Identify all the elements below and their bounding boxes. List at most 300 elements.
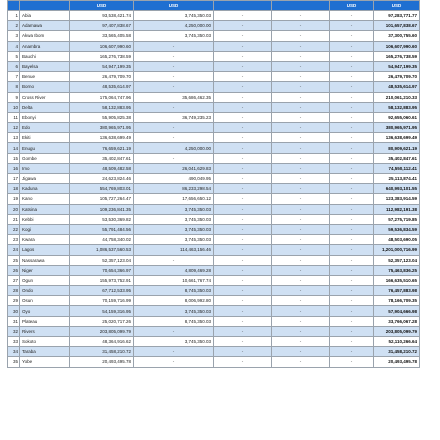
table-cell: - bbox=[330, 11, 374, 21]
table-cell: 33,766,067.28 bbox=[374, 316, 420, 326]
table-cell: - bbox=[214, 51, 272, 61]
table-cell: 380,965,971.95 bbox=[70, 123, 134, 133]
table-cell: 8 bbox=[8, 82, 20, 92]
table-cell: - bbox=[330, 224, 374, 234]
table-cell: 35 bbox=[8, 357, 20, 367]
table-cell: 18 bbox=[8, 184, 20, 194]
table-cell: Ekiti bbox=[20, 133, 70, 143]
table-cell: - bbox=[330, 204, 374, 214]
table-cell: 101,657,838.67 bbox=[374, 21, 420, 31]
table-cell: 35,402,847.61 bbox=[374, 153, 420, 163]
table-cell: 106,607,990.60 bbox=[70, 41, 134, 51]
table-cell: 165,276,738.59 bbox=[70, 51, 134, 61]
table-cell: Borno bbox=[20, 82, 70, 92]
table-cell: 17,656,650.12 bbox=[134, 194, 214, 204]
table-cell: 33,565,405.58 bbox=[70, 31, 134, 41]
table-cell: - bbox=[330, 123, 374, 133]
table-cell: 52,357,123.04 bbox=[374, 255, 420, 265]
table-cell: 1 bbox=[8, 11, 20, 21]
table-cell: Enugu bbox=[20, 143, 70, 153]
table-cell: 20,493,495.78 bbox=[70, 357, 134, 367]
table-cell: Rivers bbox=[20, 326, 70, 336]
table-row bbox=[8, 296, 420, 306]
table-cell: - bbox=[272, 296, 330, 306]
table-cell: 106,607,990.60 bbox=[374, 41, 420, 51]
table-cell: - bbox=[330, 286, 374, 296]
table-cell: - bbox=[330, 102, 374, 112]
table-cell: 30 bbox=[8, 306, 20, 316]
table-cell: - bbox=[272, 41, 330, 51]
table-cell: 14 bbox=[8, 143, 20, 153]
table-cell: - bbox=[272, 102, 330, 112]
table-row bbox=[8, 92, 420, 102]
table-cell: Niger bbox=[20, 265, 70, 275]
table-cell: Akwa Ibom bbox=[20, 31, 70, 41]
table-cell: 4,250,000.00 bbox=[134, 143, 214, 153]
table-cell: Plateau bbox=[20, 316, 70, 326]
table-cell: - bbox=[272, 286, 330, 296]
table-row bbox=[8, 224, 420, 234]
table-cell: Yobe bbox=[20, 357, 70, 367]
header-cell: USD bbox=[70, 1, 134, 11]
table-cell: 97,407,838.67 bbox=[70, 21, 134, 31]
table-row bbox=[8, 61, 420, 71]
table-cell: Bauchi bbox=[20, 51, 70, 61]
table-cell: - bbox=[272, 143, 330, 153]
table-row bbox=[8, 51, 420, 61]
table-cell: - bbox=[330, 51, 374, 61]
table-cell: 17 bbox=[8, 174, 20, 184]
table-cell: 48,535,614.97 bbox=[374, 82, 420, 92]
table-cell: - bbox=[330, 133, 374, 143]
table-row bbox=[8, 123, 420, 133]
table-cell: 2 bbox=[8, 21, 20, 31]
table-cell: - bbox=[134, 82, 214, 92]
table-cell: 57,275,719.85 bbox=[374, 214, 420, 224]
header-cell bbox=[272, 1, 330, 11]
table-cell: - bbox=[330, 184, 374, 194]
table-cell: 8,745,350.03 bbox=[134, 316, 214, 326]
table-cell: 25 bbox=[8, 255, 20, 265]
table-cell: - bbox=[330, 174, 374, 184]
table-cell: 29 bbox=[8, 296, 20, 306]
table-cell: Ondo bbox=[20, 286, 70, 296]
table-row bbox=[8, 204, 420, 214]
table-cell: 10 bbox=[8, 102, 20, 112]
table-cell: 55,905,825.38 bbox=[70, 112, 134, 122]
table-row bbox=[8, 41, 420, 51]
table-cell: - bbox=[272, 306, 330, 316]
table-cell: 13 bbox=[8, 133, 20, 143]
table-cell: 52,110,266.64 bbox=[374, 337, 420, 347]
table-cell: - bbox=[272, 174, 330, 184]
table-cell: - bbox=[330, 21, 374, 31]
table-cell: - bbox=[214, 31, 272, 41]
table-cell: - bbox=[272, 31, 330, 41]
table-row bbox=[8, 31, 420, 41]
table-cell: - bbox=[272, 11, 330, 21]
table-row bbox=[8, 214, 420, 224]
table-cell: - bbox=[330, 153, 374, 163]
table-cell: 4,250,000.00 bbox=[134, 21, 214, 31]
table-row bbox=[8, 337, 420, 347]
state-allocation-table bbox=[7, 0, 420, 368]
table-cell: Ebonyi bbox=[20, 112, 70, 122]
table-cell: - bbox=[272, 61, 330, 71]
table-cell: 74,550,112.41 bbox=[374, 163, 420, 173]
table-cell: - bbox=[272, 235, 330, 245]
table-cell: 3,745,350.03 bbox=[134, 306, 214, 316]
table-cell: 54,159,316.95 bbox=[70, 306, 134, 316]
table-row bbox=[8, 275, 420, 285]
table-cell: - bbox=[330, 265, 374, 275]
table-row bbox=[8, 326, 420, 336]
table-cell: 4,809,469.28 bbox=[134, 265, 214, 275]
table-cell: - bbox=[134, 357, 214, 367]
table-cell: 48,503,690.05 bbox=[374, 235, 420, 245]
table-cell: 93,538,421.74 bbox=[70, 11, 134, 21]
table-cell: 210,061,210.33 bbox=[374, 92, 420, 102]
table-cell: 26,041,629.83 bbox=[134, 163, 214, 173]
table-cell: - bbox=[134, 51, 214, 61]
table-cell: Oyo bbox=[20, 306, 70, 316]
table-cell: - bbox=[330, 316, 374, 326]
table-cell: - bbox=[272, 214, 330, 224]
table-cell: Kaduna bbox=[20, 184, 70, 194]
table-cell: 86,233,298.54 bbox=[134, 184, 214, 194]
table-cell: - bbox=[214, 184, 272, 194]
table-cell: - bbox=[134, 153, 214, 163]
table-cell: - bbox=[214, 224, 272, 234]
table-cell: - bbox=[134, 72, 214, 82]
table-cell: 25,113,874.41 bbox=[374, 174, 420, 184]
table-cell: 8,006,992.80 bbox=[134, 296, 214, 306]
table-cell: 23 bbox=[8, 235, 20, 245]
table-cell: - bbox=[214, 163, 272, 173]
table-row bbox=[8, 245, 420, 255]
header-cell: USD bbox=[134, 1, 214, 11]
table-cell: - bbox=[330, 357, 374, 367]
table-cell: 490,049.95 bbox=[134, 174, 214, 184]
table-cell: - bbox=[272, 245, 330, 255]
table-cell: - bbox=[214, 316, 272, 326]
header-cell: USD bbox=[374, 1, 420, 11]
table-cell: 155,973,752.91 bbox=[70, 275, 134, 285]
table-cell: - bbox=[330, 41, 374, 51]
table-cell: - bbox=[214, 21, 272, 31]
table-row bbox=[8, 357, 420, 367]
table-cell: - bbox=[272, 82, 330, 92]
table-row bbox=[8, 163, 420, 173]
table-row bbox=[8, 347, 420, 357]
table-cell: - bbox=[330, 275, 374, 285]
table-cell: 20,493,495.78 bbox=[374, 357, 420, 367]
table-cell: 165,276,738.59 bbox=[374, 51, 420, 61]
table-cell: - bbox=[214, 286, 272, 296]
table-cell: Edo bbox=[20, 123, 70, 133]
table-cell: Lagos bbox=[20, 245, 70, 255]
table-cell: - bbox=[330, 245, 374, 255]
table-cell: 3 bbox=[8, 31, 20, 41]
table-cell: Anambra bbox=[20, 41, 70, 51]
table-cell: 58,132,883.95 bbox=[374, 102, 420, 112]
table-row bbox=[8, 316, 420, 326]
table-cell: Kogi bbox=[20, 224, 70, 234]
table-row bbox=[8, 153, 420, 163]
table-cell: 31,458,210.72 bbox=[70, 347, 134, 357]
table-cell: - bbox=[214, 112, 272, 122]
table-cell: - bbox=[134, 326, 214, 336]
table-cell: 31,458,210.72 bbox=[374, 347, 420, 357]
table-cell: - bbox=[134, 133, 214, 143]
table-cell: 57,904,666.98 bbox=[374, 306, 420, 316]
table-cell: - bbox=[134, 41, 214, 51]
table-cell: 1,201,000,716.99 bbox=[374, 245, 420, 255]
table-cell: 48,535,614.97 bbox=[70, 82, 134, 92]
table-cell: 48,364,916.62 bbox=[70, 337, 134, 347]
table-cell: 16 bbox=[8, 163, 20, 173]
table-cell: 35,402,847.61 bbox=[70, 153, 134, 163]
table-cell: Gombe bbox=[20, 153, 70, 163]
table-cell: - bbox=[214, 133, 272, 143]
table-cell: Sokoto bbox=[20, 337, 70, 347]
table-cell: 54,947,199.35 bbox=[70, 61, 134, 71]
table-cell: Delta bbox=[20, 102, 70, 112]
table-cell: 28 bbox=[8, 286, 20, 296]
table-cell: 19 bbox=[8, 194, 20, 204]
table-cell: 6 bbox=[8, 61, 20, 71]
table-cell: 3,745,350.03 bbox=[134, 31, 214, 41]
table-row bbox=[8, 184, 420, 194]
table-cell: - bbox=[214, 72, 272, 82]
table-cell: 380,965,971.95 bbox=[374, 123, 420, 133]
table-cell: - bbox=[214, 123, 272, 133]
table-cell: 76,457,883.98 bbox=[374, 286, 420, 296]
table-cell: - bbox=[330, 255, 374, 265]
table-cell: 44,758,340.02 bbox=[70, 235, 134, 245]
table-cell: - bbox=[214, 245, 272, 255]
table-row bbox=[8, 286, 420, 296]
table-cell: - bbox=[272, 72, 330, 82]
table-cell: 92,655,060.61 bbox=[374, 112, 420, 122]
table-cell: 58,132,883.95 bbox=[70, 102, 134, 112]
table-cell: - bbox=[272, 123, 330, 133]
table-cell: 26,479,709.70 bbox=[374, 72, 420, 82]
table-cell: 3,745,350.03 bbox=[134, 214, 214, 224]
table-cell: - bbox=[214, 265, 272, 275]
table-cell: 112,982,191.38 bbox=[374, 204, 420, 214]
table-cell: - bbox=[272, 316, 330, 326]
table-cell: 31 bbox=[8, 316, 20, 326]
table-cell: 75,463,836.25 bbox=[374, 265, 420, 275]
table-cell: 55,791,484.56 bbox=[70, 224, 134, 234]
table-cell: 34 bbox=[8, 347, 20, 357]
table-cell: - bbox=[330, 72, 374, 82]
table-cell: - bbox=[214, 153, 272, 163]
table-cell: Osun bbox=[20, 296, 70, 306]
table-row bbox=[8, 133, 420, 143]
table-cell: - bbox=[214, 61, 272, 71]
table-cell: 109,236,841.35 bbox=[70, 204, 134, 214]
table-cell: 166,635,510.65 bbox=[374, 275, 420, 285]
table-cell: 33 bbox=[8, 337, 20, 347]
table-row bbox=[8, 72, 420, 82]
table-cell: - bbox=[272, 204, 330, 214]
table-cell: - bbox=[214, 174, 272, 184]
table-row bbox=[8, 235, 420, 245]
table-cell: - bbox=[272, 153, 330, 163]
table-cell: - bbox=[272, 275, 330, 285]
table-cell: - bbox=[330, 326, 374, 336]
table-cell: - bbox=[134, 347, 214, 357]
header-cell bbox=[8, 1, 20, 11]
table-cell: 15 bbox=[8, 153, 20, 163]
table-cell: 59,536,834.59 bbox=[374, 224, 420, 234]
table-cell: 32 bbox=[8, 326, 20, 336]
table-cell: 3,745,350.03 bbox=[134, 235, 214, 245]
table-cell: 36,749,235.23 bbox=[134, 112, 214, 122]
table-cell: 136,638,699.49 bbox=[70, 133, 134, 143]
table-cell: 53,530,369.82 bbox=[70, 214, 134, 224]
table-cell: - bbox=[214, 41, 272, 51]
table-cell: Adamawa bbox=[20, 21, 70, 31]
table-cell: 97,283,771.77 bbox=[374, 11, 420, 21]
table-cell: - bbox=[272, 163, 330, 173]
table-cell: - bbox=[330, 82, 374, 92]
table-cell: - bbox=[330, 194, 374, 204]
table-cell: - bbox=[330, 92, 374, 102]
table-cell: 136,638,699.49 bbox=[374, 133, 420, 143]
table-row bbox=[8, 255, 420, 265]
table-cell: - bbox=[272, 112, 330, 122]
table-cell: 48,509,482.58 bbox=[70, 163, 134, 173]
table-row bbox=[8, 265, 420, 275]
table-cell: - bbox=[272, 265, 330, 275]
table-cell: 80,909,621.19 bbox=[374, 143, 420, 153]
table-cell: - bbox=[214, 11, 272, 21]
table-cell: - bbox=[330, 235, 374, 245]
table-cell: 25,020,717.26 bbox=[70, 316, 134, 326]
table-cell: 1,086,537,560.53 bbox=[70, 245, 134, 255]
table-cell: 4 bbox=[8, 41, 20, 51]
table-cell: - bbox=[134, 102, 214, 112]
table-cell: - bbox=[272, 21, 330, 31]
table-cell: - bbox=[214, 357, 272, 367]
table-cell: - bbox=[214, 296, 272, 306]
table-cell: 27 bbox=[8, 275, 20, 285]
table-cell: 114,463,156.46 bbox=[134, 245, 214, 255]
table-cell: - bbox=[214, 255, 272, 265]
table-cell: 123,383,914.59 bbox=[374, 194, 420, 204]
table-cell: 78,166,709.35 bbox=[374, 296, 420, 306]
table-cell: 26 bbox=[8, 265, 20, 275]
table-cell: 67,712,533.95 bbox=[70, 286, 134, 296]
table-cell: 70,159,716.99 bbox=[70, 296, 134, 306]
table-cell: - bbox=[272, 92, 330, 102]
table-cell: - bbox=[214, 143, 272, 153]
table-cell: - bbox=[214, 235, 272, 245]
table-cell: - bbox=[214, 326, 272, 336]
table-cell: 203,805,099.79 bbox=[374, 326, 420, 336]
table-cell: 21 bbox=[8, 214, 20, 224]
table-cell: Kebbi bbox=[20, 214, 70, 224]
table-cell: Benue bbox=[20, 72, 70, 82]
table-cell: - bbox=[214, 306, 272, 316]
table-row bbox=[8, 112, 420, 122]
table-cell: 26,479,709.70 bbox=[70, 72, 134, 82]
table-cell: 35,686,462.35 bbox=[134, 92, 214, 102]
table-cell: 52,357,123.04 bbox=[70, 255, 134, 265]
table-cell: 3,745,350.03 bbox=[134, 11, 214, 21]
table-cell: - bbox=[214, 275, 272, 285]
table-cell: 3,745,350.03 bbox=[134, 204, 214, 214]
table-cell: - bbox=[272, 184, 330, 194]
table-cell: 640,993,101.55 bbox=[374, 184, 420, 194]
table-cell: 3,745,350.03 bbox=[134, 337, 214, 347]
table-cell: - bbox=[330, 61, 374, 71]
table-cell: - bbox=[330, 347, 374, 357]
table-cell: 10,661,767.74 bbox=[134, 275, 214, 285]
table-cell: 70,654,366.97 bbox=[70, 265, 134, 275]
table-row bbox=[8, 11, 420, 21]
table-cell: 24 bbox=[8, 245, 20, 255]
table-row bbox=[8, 82, 420, 92]
table-cell: - bbox=[330, 31, 374, 41]
table-cell: 5 bbox=[8, 51, 20, 61]
table-cell: - bbox=[272, 133, 330, 143]
table-cell: 37,300,755.60 bbox=[374, 31, 420, 41]
header-cell bbox=[20, 1, 70, 11]
table-cell: - bbox=[330, 214, 374, 224]
table-cell: Kwara bbox=[20, 235, 70, 245]
table-cell: - bbox=[272, 51, 330, 61]
table-cell: - bbox=[272, 194, 330, 204]
table-cell: - bbox=[214, 194, 272, 204]
table-cell: 9 bbox=[8, 92, 20, 102]
table-cell: - bbox=[330, 306, 374, 316]
table-cell: Nassarawa bbox=[20, 255, 70, 265]
table-cell: - bbox=[330, 163, 374, 173]
table-cell: - bbox=[214, 82, 272, 92]
table-cell: - bbox=[272, 224, 330, 234]
table-cell: - bbox=[134, 123, 214, 133]
table-cell: 7 bbox=[8, 72, 20, 82]
table-cell: - bbox=[330, 337, 374, 347]
spreadsheet bbox=[7, 0, 437, 368]
table-cell: - bbox=[272, 326, 330, 336]
table-cell: 11 bbox=[8, 112, 20, 122]
table-row bbox=[8, 174, 420, 184]
table-cell: 3,745,350.03 bbox=[134, 224, 214, 234]
table-cell: - bbox=[134, 255, 214, 265]
table-cell: - bbox=[330, 296, 374, 306]
table-cell: 24,623,824.46 bbox=[70, 174, 134, 184]
table-cell: Kano bbox=[20, 194, 70, 204]
table-cell: - bbox=[214, 337, 272, 347]
table-cell: - bbox=[214, 214, 272, 224]
table-cell: - bbox=[214, 347, 272, 357]
table-cell: 54,947,199.35 bbox=[374, 61, 420, 71]
table-cell: - bbox=[330, 143, 374, 153]
table-cell: 76,659,621.19 bbox=[70, 143, 134, 153]
table-row bbox=[8, 143, 420, 153]
table-cell: Jigawa bbox=[20, 174, 70, 184]
table-header-row bbox=[8, 1, 420, 11]
table-cell: 20 bbox=[8, 204, 20, 214]
table-row bbox=[8, 306, 420, 316]
table-cell: Ogun bbox=[20, 275, 70, 285]
table-cell: Bayelsa bbox=[20, 61, 70, 71]
